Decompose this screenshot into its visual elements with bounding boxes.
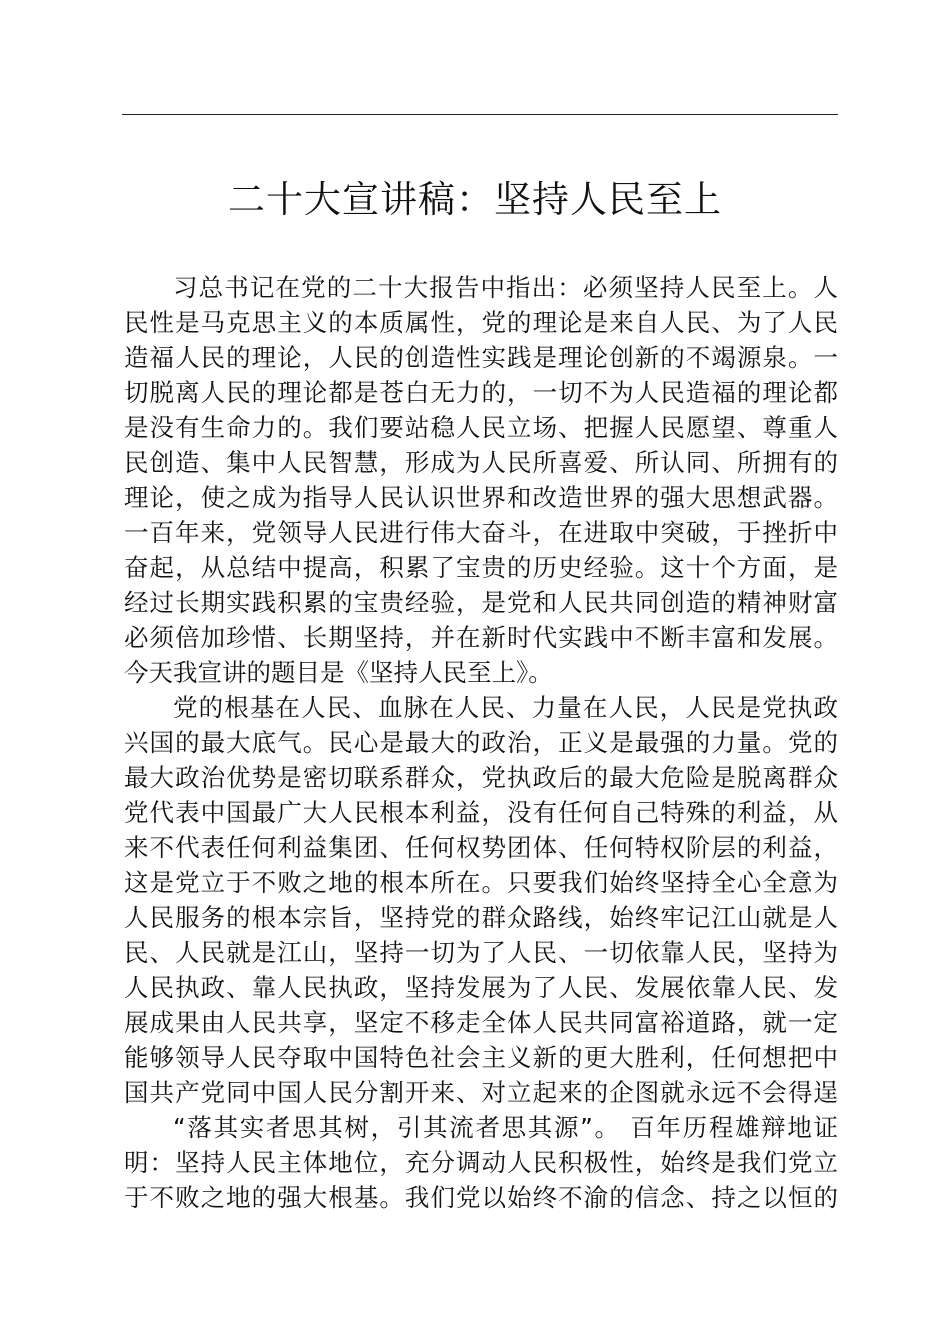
text-line: 兴国的最大底气。民心是最大的政治，正义是最强的力量。党的: [124, 728, 838, 757]
text-line: 这是党立于不败之地的根本所在。只要我们始终坚持全心全意为: [124, 868, 838, 897]
text-line: 民性是马克思主义的本质属性，党的理论是来自人民、为了人民: [124, 308, 838, 337]
text-line: “落其实者思其树，引其流者思其源”。 百年历程雄辩地证: [173, 1113, 838, 1142]
text-line: 一百年来，党领导人民进行伟大奋斗，在进取中突破，于挫折中: [124, 518, 838, 547]
text-line: 民创造、集中人民智慧，形成为人民所喜爱、所认同、所拥有的: [124, 448, 838, 477]
text-line: 于不败之地的强大根基。我们党以始终不渝的信念、持之以恒的: [124, 1183, 838, 1212]
text-line: 能够领导人民夺取中国特色社会主义新的更大胜利，任何想把中: [124, 1043, 838, 1072]
text-line: 明：坚持人民主体地位，充分调动人民积极性，始终是我们党立: [124, 1148, 838, 1177]
text-line: 党代表中国最广大人民根本利益，没有任何自己特殊的利益，从: [124, 798, 838, 827]
text-line: 习总书记在党的二十大报告中指出：必须坚持人民至上。人: [173, 273, 838, 302]
text-line: 今天我宣讲的题目是《坚持人民至上》。: [124, 658, 553, 687]
text-line: 党的根基在人民、血脉在人民、力量在人民，人民是党执政: [173, 693, 838, 722]
document-title: 二十大宣讲稿：坚持人民至上: [228, 178, 722, 221]
text-line: 最大政治优势是密切联系群众，党执政后的最大危险是脱离群众: [124, 763, 838, 792]
text-line: 人民服务的根本宗旨，坚持党的群众路线，始终牢记江山就是人: [124, 903, 838, 932]
text-line: 奋起，从总结中提高，积累了宝贵的历史经验。这十个方面，是: [124, 553, 838, 582]
header-rule: [122, 114, 838, 115]
document-body: [124, 270, 838, 1215]
text-line: 民、人民就是江山，坚持一切为了人民、一切依靠人民，坚持为: [124, 938, 838, 967]
text-line: 造福人民的理论，人民的创造性实践是理论创新的不竭源泉。一: [124, 343, 838, 372]
text-line: 经过长期实践积累的宝贵经验，是党和人民共同创造的精神财富: [124, 588, 838, 617]
paragraph-1: [124, 270, 838, 690]
paragraph-3: [124, 1110, 838, 1215]
text-line: 展成果由人民共享，坚定不移走全体人民共同富裕道路，就一定: [124, 1008, 838, 1037]
text-line: 人民执政、靠人民执政，坚持发展为了人民、发展依靠人民、发: [124, 973, 838, 1002]
paragraph-2: [124, 690, 838, 1110]
text-line: 切脱离人民的理论都是苍白无力的，一切不为人民造福的理论都: [124, 378, 838, 407]
text-line: 来不代表任何利益集团、任何权势团体、任何特权阶层的利益，: [124, 833, 838, 862]
text-line: 必须倍加珍惜、长期坚持，并在新时代实践中不断丰富和发展。: [124, 623, 838, 652]
text-line: 是没有生命力的。我们要站稳人民立场、把握人民愿望、尊重人: [124, 413, 838, 442]
text-line: 国共产党同中国人民分割开来、对立起来的企图就永远不会得逞: [124, 1078, 838, 1107]
text-line: 理论，使之成为指导人民认识世界和改造世界的强大思想武器。: [124, 483, 838, 512]
